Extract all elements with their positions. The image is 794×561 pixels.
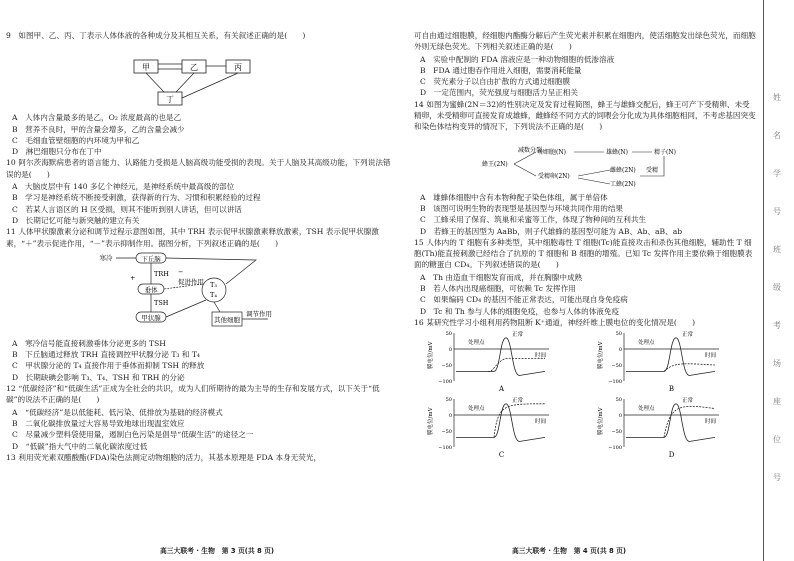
egg-label: 卵细胞(N) <box>538 148 566 156</box>
binding-margin-char: 号 <box>773 207 781 216</box>
q13-option-c: C 荧光素分子以自由扩散的方式通过细胞膜 <box>420 77 571 87</box>
meiosis-label: 减数分裂 <box>518 146 543 154</box>
q14-option-a: A 雄蜂体细胞中含有本物种配子染色体组，属于单倍体 <box>420 192 608 202</box>
q14-option-b: B 该图可说明生物的表现型是基因型与环境共同作用的结果 <box>420 203 624 213</box>
minus-sign: − <box>178 267 184 276</box>
question-stem: 利用荧光素双醋酸酯(FDA)染色法测定动物细胞的活力，其基本原理是 FDA 本身无荧光， <box>18 452 322 462</box>
panel-label: C <box>498 451 505 460</box>
question-14 <box>414 99 756 133</box>
q12-option-d: D “低碳”指大气中的二氧化碳浓度过低 <box>12 441 148 451</box>
footer-left: 高三大联考 · 生物 第 3 页(共 8 页) <box>160 547 275 555</box>
binding-margin-char: 班 <box>773 245 781 254</box>
normal-label: 正常 <box>682 398 694 405</box>
y-tick-label: −100 <box>608 379 622 386</box>
x-axis-label: 时间 <box>705 353 717 360</box>
footer-right: 高三大联考 · 生物 第 4 页(共 8 页) <box>512 547 627 555</box>
plus-sign: + <box>130 273 136 282</box>
normal-label: 正常 <box>512 398 524 405</box>
right-column <box>414 30 756 461</box>
binding-margin-char: 级 <box>773 283 781 292</box>
question-number: 13 <box>6 452 16 462</box>
question-number: 10 <box>6 158 16 168</box>
fertilization-label: 受精 <box>646 166 659 174</box>
y-tick-label: −50 <box>441 429 452 436</box>
trh-label: TRH <box>154 269 169 278</box>
q15-option-c: C 如果编码 CD₄ 的基因不能正常表达，可能出现自身免疫病 <box>420 295 628 305</box>
y-tick-label: −50 <box>611 363 622 370</box>
worker-label: 工蜂(2N) <box>610 180 636 188</box>
y-tick-label: −100 <box>438 379 452 386</box>
bee-sex-determination-diagram <box>414 134 756 192</box>
regulation-label: 调节作用 <box>246 309 272 318</box>
tsh-label: TSH <box>154 298 169 307</box>
question-stem: 人体甲状腺激素分泌和调节过程示意图如图，其中 TRH 表示促甲状腺激素释放激素，TSH 表示促甲状腺激素，“＋”表示促进作用，“－”表示抑制作用。据图分析，下列叙述正确的是( ) <box>6 227 379 248</box>
treated-point-label: 处理点 <box>638 406 655 413</box>
q14-option-d: D 若蜂王的基因型为 AaBb，则子代雄蜂的基因型可能为 AB、Ab、aB、ab <box>420 226 683 236</box>
y-tick-label: 0 <box>448 347 452 354</box>
t4-label: T₄ <box>210 290 217 299</box>
thyroid-regulation-diagram <box>6 250 398 338</box>
q9-option-d: D 淋巴细胞只分布在丁中 <box>12 147 102 157</box>
question-stem: 人体内的 T 细胞有多种类型，其中细胞毒性 T 细胞(Tc)能直接攻击和杀伤其他细胞，辅助性 T 细胞(Th)能直接刺激已经结合了抗原的 T 细胞和 B 细胞的增殖。已知 Tc 发挥作用主要依赖于细胞膜表面的糖蛋白 CD₄。下列叙述错误的是( ) <box>414 237 753 270</box>
binding-margin-char: 考 <box>773 321 781 330</box>
q11-option-a: A 寒冷信号能直接刺激垂体分泌更多的 TSH <box>12 338 166 348</box>
box-b: 乙 <box>190 63 198 73</box>
question-15 <box>414 237 756 271</box>
question-stem: 某研究性学习小组利用药物阻断 K⁺通道，神经纤维上膜电位的变化情况是( ) <box>426 317 696 327</box>
binding-margin <box>763 0 794 561</box>
q13-option-d: D 一定范围内，荧光强度与细胞活力呈正相关 <box>420 88 578 98</box>
question-number: 15 <box>414 237 424 247</box>
q9-option-a: A 人体内含量最多的是乙，O₂ 浓度最高的也是乙 <box>12 113 182 123</box>
y-tick-label: 50 <box>615 397 622 404</box>
hypothalamus-label: 下丘脑 <box>141 254 161 263</box>
q10-option-a: A 大脑皮层中有 140 多亿个神经元，是神经系统中最高级的部位 <box>12 182 235 192</box>
y-tick-label: −100 <box>438 445 452 452</box>
y-axis-label: 膜电位/mV <box>598 341 604 370</box>
zygote-label: 受精卵(2N) <box>538 172 570 180</box>
q14-option-c: C 工蜂采用了保育、筑巢和采蜜等工作，体现了物种间的互利共生 <box>420 215 647 225</box>
question-stem: 阿尔茨海默病患者的语言能力、认路能力受损是人脑高级功能受损的表现。关于人脑及其高级功能，下列说法错误的是( ) <box>6 158 391 179</box>
q15-option-d: D Tc 和 Th 参与人体的细胞免疫，也参与人体的体液免疫 <box>420 306 620 316</box>
normal-label: 正常 <box>512 332 524 339</box>
panel-label: A <box>498 385 505 394</box>
question-number: 9 <box>6 31 11 40</box>
y-tick-label: −50 <box>441 363 452 370</box>
q11-option-b: B 下丘脑通过释放 TRH 直接调控甲状腺分泌 T₃ 和 T₄ <box>12 350 200 360</box>
stimulus-label: 寒冷 <box>99 253 113 262</box>
y-tick-label: 50 <box>615 331 622 338</box>
y-tick-label: 0 <box>618 413 622 420</box>
box-d: 丁 <box>166 95 174 105</box>
question-number: 16 <box>414 317 424 327</box>
panel-label: B <box>668 385 675 394</box>
treated-point-label: 处理点 <box>638 340 655 347</box>
q11-option-d: D 长期缺碘会影响 T₃、T₄、TSH 和 TRH 的分泌 <box>12 372 185 382</box>
q12-option-a: A “低碳经济”是以低能耗、低污染、低排放为基础的经济模式 <box>12 407 223 417</box>
box-a: 甲 <box>142 63 150 73</box>
question-16 <box>414 317 756 328</box>
panel-label: D <box>668 451 675 460</box>
q10-option-c: C 若某人言语区的 H 区受损，则其不能听到别人讲话，但可以讲话 <box>12 204 242 214</box>
x-axis-label: 时间 <box>705 419 717 426</box>
q12-option-b: B 二氧化碳排放量过大容易导致地球出现温室效应 <box>12 418 185 428</box>
binding-margin-char: 姓 <box>773 93 781 102</box>
body-fluid-diagram <box>6 42 398 112</box>
y-axis-label: 膜电位/mV <box>428 341 434 370</box>
y-tick-label: 50 <box>445 397 452 404</box>
treated-curve <box>664 364 715 372</box>
pituitary-label: 垂体 <box>144 285 158 294</box>
question-13 <box>6 452 398 463</box>
question-9 <box>6 30 398 41</box>
q11-option-c: C 甲状腺分泌的 T₄ 直接作用于垂体而抑制 TSH 的释放 <box>12 361 205 371</box>
other-cells-label: 其他细胞 <box>214 315 240 324</box>
binding-margin-char: 座 <box>773 397 781 406</box>
y-tick-label: 50 <box>445 331 452 338</box>
y-axis-label: 膜电位/mV <box>428 407 434 436</box>
y-axis-label: 膜电位/mV <box>598 407 604 436</box>
q13-option-b: B FDA 通过胞吞作用进入细胞，需要消耗能量 <box>420 65 582 75</box>
question-number: 14 <box>414 99 424 109</box>
t3-label: T₃ <box>210 280 217 289</box>
question-12 <box>6 383 398 406</box>
y-tick-label: 0 <box>618 347 622 354</box>
question-number: 11 <box>6 227 16 237</box>
binding-margin-char: 号 <box>773 473 781 482</box>
q15-option-a: A Th 由造血干细胞发育而成，并在胸腺中成熟 <box>420 272 583 282</box>
binding-margin-char: 场 <box>773 359 781 368</box>
question-stem: “低碳经济”和“低碳生活”正成为全社会的共识，成为人们所期待的最为主导的生存和发展方式，以下关于“低碳”的说法不正确的是( ) <box>6 384 380 405</box>
q12-option-c: C 尽量减少塑料袋使用量，遏制白色污染是倡导“低碳生活”的途径之一 <box>12 430 254 440</box>
q10-option-b: B 学习是神经系统不断接受刺激，获得新的行为、习惯和积累经验的过程 <box>12 193 261 203</box>
membrane-potential-graphs <box>414 329 756 461</box>
binding-margin-char: 名 <box>773 131 781 140</box>
question-stem: 如图为蜜蜂(2N＝32)的性别决定及发育过程简图，蜂王与雄蜂交配后，蜂王可产下受精卵、未受精卵，未受精卵可直接发育成雄蜂，雌蜂经不同方式的饲喂会分化成为具体细胞相同，不考虑基因突变和染色体结构变异的情况下，下列说法不正确的是( ) <box>414 99 756 132</box>
treated-point-label: 处理点 <box>468 340 485 347</box>
x-axis-label: 时间 <box>535 419 547 426</box>
question-10 <box>6 157 398 180</box>
thyroid-label: 甲状腺 <box>141 313 161 322</box>
effect-label: 促进作用 <box>178 277 204 286</box>
drone-label: 雄蜂(N) <box>606 148 628 156</box>
y-tick-label: −50 <box>611 429 622 436</box>
queen-label: 蜂王(2N) <box>482 160 508 168</box>
q9-option-c: C 毛细血管壁细胞的内环境为甲和乙 <box>12 135 140 145</box>
y-tick-label: −100 <box>608 445 622 452</box>
binding-margin-char: 学 <box>773 169 781 178</box>
q9-option-b: B 营养不良时，甲的含量会增多，乙的含量会减少 <box>12 124 185 134</box>
question-11 <box>6 226 398 249</box>
normal-label: 正常 <box>682 332 694 339</box>
binding-margin-char: 位 <box>773 435 781 444</box>
x-axis-label: 时间 <box>535 353 547 360</box>
y-tick-label: 0 <box>448 413 452 420</box>
q13-option-a: A 实验中配制的 FDA 溶液应是一种动物细胞的低渗溶液 <box>420 54 615 64</box>
sperm-label: 精子(N) <box>654 148 676 156</box>
question-stem: 如图甲、乙、丙、丁表示人体体液的各种成分及其相互关系，有关叙述正确的是( ) <box>18 31 306 40</box>
left-column <box>6 30 398 464</box>
treated-point-label: 处理点 <box>468 406 485 413</box>
q10-option-d: D 长期记忆可能与新突触的建立有关 <box>12 215 140 225</box>
question-13-continued: 可自由通过细胞膜，经细胞内酯酶分解后产生荧光素并积累在细胞内，使活细胞发出绿色荧光，而细胞外则无绿色荧光。下列相关叙述正确的是( ) <box>414 31 756 52</box>
question-number: 12 <box>6 384 16 394</box>
q15-option-b: B 若人体内出现癌细胞，可依赖 Tc 发挥作用 <box>420 284 576 294</box>
female-label: 雌蜂(2N) <box>610 166 636 174</box>
box-c: 丙 <box>234 63 242 73</box>
